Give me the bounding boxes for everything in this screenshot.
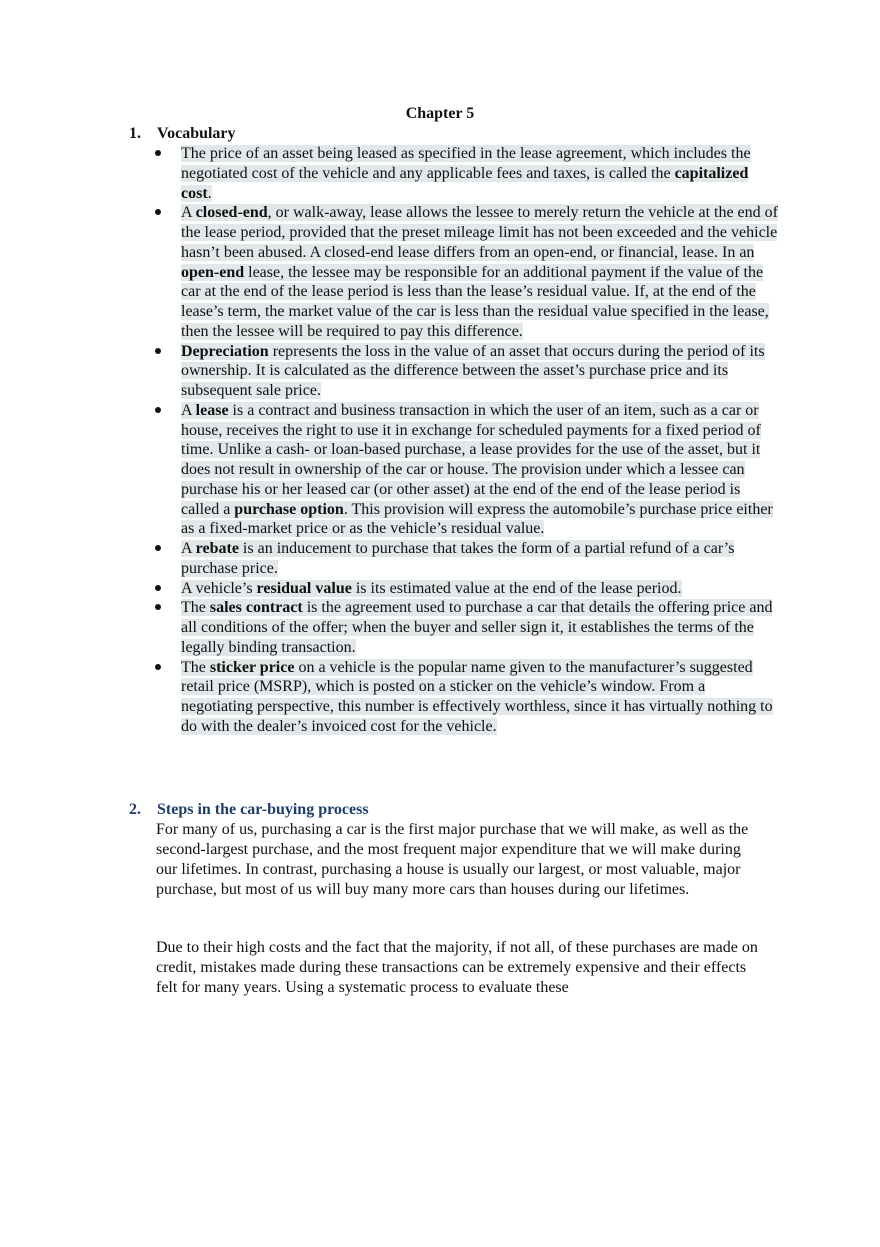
- vocabulary-text: A vehicle’s residual value is its estimated value at the end of the lease period.: [181, 579, 682, 597]
- vocabulary-item-closed-end: [181, 203, 781, 341]
- vocabulary-term: open-end: [181, 263, 245, 281]
- bullet-icon: [155, 150, 161, 156]
- vocabulary-item-capitalized-cost: [181, 144, 781, 203]
- vocabulary-item-residual-value: [181, 579, 781, 599]
- bullet-icon: [155, 348, 161, 354]
- bullet-icon: [155, 209, 161, 215]
- vocabulary-text: A closed-end, or walk-away, lease allows the lessee to merely return the vehicle at the end of the lease period, provided that the preset mileage limit has not been exceeded and the vehicle hasn’t been abused. A closed-end lease differs from an open-end, or financial, lease. In an open-end lease, the lessee may be responsible for an additional payment if the value of the car at the end of the lease period is less than the lease’s residual value. If, at the end of the lease’s term, the market value of the car is less than the residual value specified in the lease, then the lessee will be required to pay this difference.: [181, 204, 778, 340]
- vocabulary-item-sticker-price: [181, 658, 781, 737]
- body-paragraph: For many of us, purchasing a car is the first major purchase that we will make, as well as the second-largest purchase, and the most frequent major expenditure that we will make during our lifetimes. In contrast, purchasing a house is usually our largest, or most valuable, major purchase, but most of us will buy many more cars than houses during our lifetimes.: [156, 821, 749, 898]
- vocabulary-text: The price of an asset being leased as specified in the lease agreement, which includes the negotiated cost of the vehicle and any applicable fees and taxes, is called the capitalized cost.: [181, 145, 751, 202]
- vocabulary-term: residual value: [256, 579, 352, 597]
- vocabulary-text: The sticker price on a vehicle is the popular name given to the manufacturer’s suggested retail price (MSRP), which is posted on a sticker on the vehicle’s window. From a negotiating perspective, this number is effectively worthless, since it has virtually nothing to do with the dealer’s invoiced cost for the vehicle.: [181, 658, 773, 735]
- vocabulary-term: purchase option: [234, 500, 344, 518]
- vocabulary-term: closed-end: [195, 204, 268, 222]
- vocabulary-item-lease: [181, 401, 781, 539]
- vocabulary-term: sales contract: [209, 599, 303, 617]
- bullet-icon: [155, 585, 161, 591]
- section-number: 2.: [129, 801, 141, 818]
- vocabulary-text: A lease is a contract and business transaction in which the user of an item, such as a car or house, receives the right to use it in exchange for scheduled payments for a fixed period of time. Unlike a cash- or loan-based purchase, a lease provides for the use of the asset, but it does not result in ownership of the car or house. The provision under which a lessee can purchase his or her leased car (or other asset) at the end of the end of the lease period is called a purchase option. This provision will express the automobile’s purchase price either as a fixed-market price or as the vehicle’s residual value.: [181, 401, 773, 538]
- vocabulary-item-sales-contract: [181, 598, 781, 657]
- bullet-icon: [155, 604, 161, 610]
- vocabulary-term: capitalized cost: [181, 164, 749, 202]
- vocabulary-term: sticker price: [209, 658, 295, 676]
- vocabulary-term: rebate: [195, 540, 239, 557]
- vocabulary-text: Depreciation represents the loss in the value of an asset that occurs during the period of its ownership. It is calculated as the difference between the asset’s purchase price and its subsequent sale price.: [181, 342, 765, 399]
- bullet-icon: [155, 545, 161, 551]
- section-number: 1.: [129, 125, 141, 142]
- section-title: Vocabulary: [157, 125, 236, 142]
- vocabulary-text: A rebate is an inducement to purchase that takes the form of a partial refund of a car’s purchase price.: [181, 540, 735, 577]
- vocabulary-item-depreciation: [181, 342, 781, 401]
- bullet-icon: [155, 664, 161, 670]
- vocabulary-term: lease: [195, 401, 229, 419]
- vocabulary-list: [181, 144, 781, 737]
- body-paragraph: Due to their high costs and the fact that the majority, if not all, of these purchases are made on credit, mistakes made during these transactions can be extremely expensive and their effects felt for many years. Using a systematic process to evaluate these: [156, 939, 758, 996]
- vocabulary-term: Depreciation: [181, 342, 269, 360]
- vocabulary-item-rebate: [181, 539, 781, 579]
- section-title: Steps in the car-buying process: [157, 801, 369, 818]
- chapter-title: Chapter 5: [405, 105, 475, 122]
- vocabulary-text: The sales contract is the agreement used to purchase a car that details the offering price and all conditions of the offer; when the buyer and seller sign it, it establishes the terms of the legally binding transaction.: [181, 599, 773, 656]
- bullet-icon: [155, 407, 161, 413]
